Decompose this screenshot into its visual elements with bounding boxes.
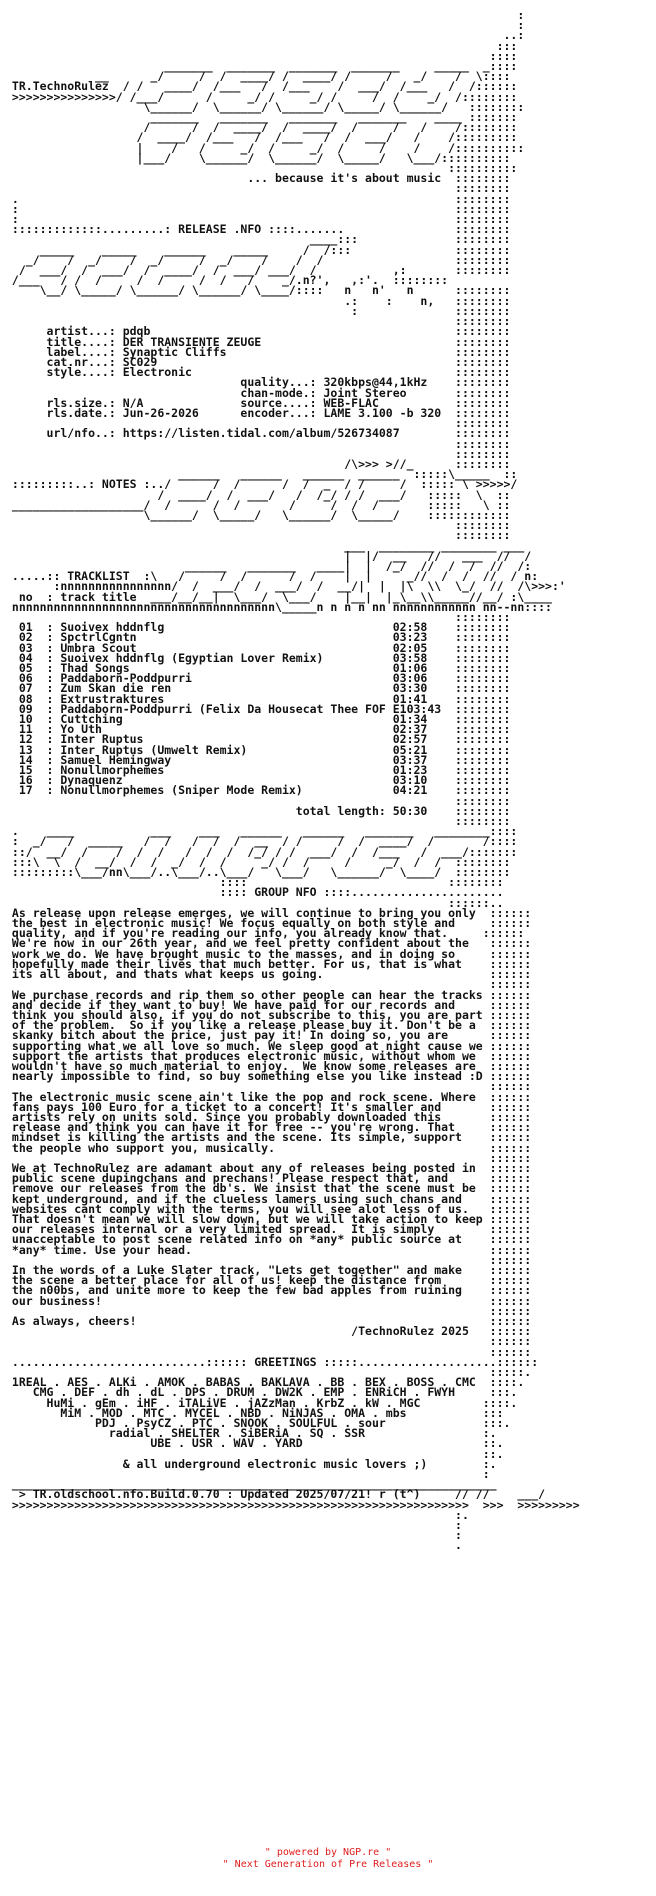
nfo-line: :::::::: [5,416,511,431]
nfo-line: unacceptable to post scene related info on *any* public source at :::::: [5,1232,532,1247]
nfo-line: style....: Electronic :::::::: [5,365,511,380]
nfo-line: 13 : Inter Ruptus (Umwelt Remix) 05:21 :::::::: [5,742,511,757]
nfo-line: UBE . USR . WAV . YARD ::. [5,1436,504,1451]
nfo-line: 08 : Extrustraktures 01:41 :::::::: [5,691,511,706]
nfo-line: TR.TechnoRulez / / ____/ /___ / /___ / ___/ /___ / /:::::: [5,79,518,94]
nfo-line: and decide if they want to buy! We have paid for our records and :::::: [5,997,532,1012]
nfo-line: :::::::::\___/nn\___/..\___/..\___/ \___/ \______/ \____/ :::::::: [5,865,511,880]
nfo-line: :::::::::::::.........: RELEASE .NFO ::::....... :::::::: [5,222,511,237]
nfo-line: :nnnnnnnnnnnnnnnn/ / ___/ / ___/ / __/| | |\ \\ \_/ // /\>>>:' [5,579,566,594]
nfo-line: >>>>>>>>>>>>>>>/ /___/ / _/ / _/ / / / _/ /:::::::: [5,89,518,104]
footer [0,1847,656,1871]
nfo-line: . [5,1538,462,1553]
nfo-line: ............................:::::: GREETINGS :::::....................:::::: [5,1354,539,1369]
nfo-line: ______ _______ ____| | /_/ // / / // /: [5,558,532,573]
nfo-line: 10 : Cuttching 01:34 :::::::: [5,712,511,727]
nfo-line: /___ / / / / / / / / _/.n?', ,:'. :::::::: [5,273,449,288]
nfo-line: :::::: [5,1334,532,1349]
nfo-line: think you should also, if you do not subscribe to this, you are part :::::: [5,1007,532,1022]
nfo-line: ::. [5,1446,504,1461]
nfo-line: :::::::: [5,609,511,624]
nfo-line: /TechnoRulez 2025 :::::: [5,1324,532,1339]
nfo-line: quality...: 320kbps@44,1kHz :::::::: [5,375,511,390]
nfo-line: work we do. We have brought music to the masses, and in doing so :::::: [5,946,532,961]
nfo-line: nearly impossible to find, so buy something else you like instead :D :::::: [5,1069,532,1084]
nfo-line: the best in electronic music! We focus equally on both style and :::::: [5,916,532,931]
nfo-line: PDJ . PsyCZ . PTC . SNOOK . SOULFUL . sour :::. [5,1416,511,1431]
nfo-line: \______/ \_____/ \______/ \_____/ :::::::::::: [5,507,511,522]
nfo-line: total length: 50:30 :::::::: [5,803,511,818]
nfo-line: MiM . MOD . MTC . MYCEL . NBD . NiNJAS . OMA . mbs ::: [5,1405,504,1420]
nfo-line: __ _/ / / ____/ / ____/ / / _/ / \:::: [5,69,511,84]
nfo-line: :::::: [5,1303,532,1318]
nfo-line: of the problem. So if you like a release please buy it. Don't be a :::::: [5,1018,532,1033]
nfo-line: chan-mode.: Joint Stereo :::::::: [5,385,511,400]
nfo-line: 04 : Suoivex hddnflg (Egyptian Lover Remix) 03:58 :::::::: [5,650,511,665]
nfo-line: :::::::: [5,518,511,533]
nfo-line: mindset is killing the artists and the scene. Its simple, support :::::: [5,1130,532,1145]
nfo-line: /\>>> >//_ :::::::: [5,456,511,471]
nfo-line: fans pays 100 Euro for a ticket to a concert! It's smaller and :::::: [5,1099,532,1114]
nfo-line: 16 : Dynaquenz 03:10 :::::::: [5,773,511,788]
nfo-line: _/ / _/ / _/ / _/ / / / :::::::: [5,252,511,267]
nfo-line: rls.size.: N/A source....: WEB-FLAC :::::::: [5,395,511,410]
nfo-line: : _/ / _____ / / / / / __ / / / / ____/ / /:::: [5,834,518,849]
nfo-line: 05 : Thad Songs 01:06 :::::::: [5,661,511,675]
nfo-line: . :::::::: [5,191,511,206]
powered-by-line: " powered by NGP.re " [264,1847,392,1858]
nfo-line: remove our releases from the db's. We insist that the scene must be :::::: [5,1181,532,1196]
nfo-line: 14 : Samuel Hemingway 03:37 :::::::: [5,752,511,767]
nfo-line: our releases internal or a very limited spread. It is simply :::::: [5,1222,532,1237]
nfo-line: : :::::::: [5,212,511,227]
nfo-line: ____::: :::::::: [5,232,511,247]
nfo-line: That doesn't mean we will slow down, but we will take action to keep :::::: [5,1211,532,1226]
nfo-line: :. [5,1507,469,1522]
nfo-line: We at TechnoRulez are adamant about any of releases being posted in :::::: [5,1160,532,1175]
nfo-line: : [5,1528,462,1543]
nfo-line: quality, and if you're reading our info, you already know that. :::::: [5,926,525,941]
nfo-line: :::::: [5,977,532,992]
nfo-line: websites cant comply with the terms, you will see alot less of us. :::::: [5,1201,532,1216]
nfo-line: & all underground electronic music lovers ;) :. [5,1456,497,1471]
nfo-line: 02 : SpctrlCgntn 03:23 :::::::: [5,630,511,645]
nfo-line: : [5,18,525,33]
nfo-line: 1REAL . AES . ALKi . AMOK . BABAS . BAKLAVA . BB . BEX . BOSS . CMC ::::. [5,1375,525,1390]
nfo-line: : [5,1467,490,1482]
nfo-line: We purchase records and rip them so other people can hear the tracks :::::: [5,987,532,1002]
nfo-line: title....: DER TRANSIENTE ZEUGE :::::::: [5,334,511,349]
nfo-line: kept underground, and if the clueless lamers using such chans and :::::: [5,1191,532,1206]
nfo-line: As release upon release emerges, we will continue to bring you only :::::: [5,905,532,920]
nfo-line: / ___/ / ___/ / ____/ / ___/ ___/ / ,: :::::::: [5,263,511,278]
nfo-text [5,10,580,1551]
nfo-line: : :::::::: [5,303,511,318]
nfo-line: 12 : Inter Ruptus 02:57 :::::::: [5,732,511,747]
nfo-line: :::::: [5,1252,532,1267]
nfo-line: hopefully made their lives that much better. For us, that is what :::::: [5,956,532,971]
nfo-line: support the artists that produces electronic music, without whom we :::::: [5,1048,532,1063]
nfo-line: the n00bs, and unite more to keep the few bad apples from ruining :::::: [5,1283,532,1298]
nfo-line: the scene a better place for all of us! keep the distance from :::::: [5,1273,532,1288]
nfo-line: : [5,1518,462,1533]
nfo-line: *any* time. Use your head. :::::: [5,1242,532,1257]
nfo-line: :::\ \ / __/ / / _/ / / _/ / / / _/ / / :::::::: [5,854,511,869]
nfo-line: :::::::: [5,814,511,829]
nfo-line: :::::::: [5,793,511,808]
nfo-line: :::::. [5,1365,532,1380]
nfo-line: The electronic music scene ain't like the pop and rock scene. Where :::::: [5,1089,532,1104]
nfo-line: cat.nr...: SC029 :::::::: [5,354,511,369]
nfo-line: In the words of a Luke Slater track, "Lets get together" and make :::::: [5,1262,532,1277]
nfo-line: _______ _______ _______ _______ _____ _:::: [5,59,518,74]
nfo-line: public scene dupingchans and prechans! Please respect that, and :::::: [5,1171,532,1186]
nfo-line: release and think you can have it for free -- you're wrong. That :::::: [5,1120,532,1135]
nfo-line: :::::::::..: NOTES :../ / / / / _ / / / ::::: \ >>>>>/ [5,477,518,492]
nfo-line: 03 : Umbra Scout 02:05 :::::::: [5,640,511,655]
nfo-line: \__/ \_____/ \______/ \______/ \____/:::: n n' n :::::::: [5,283,511,298]
nfo-line: the people who support you, musically. :::::: [5,1140,532,1155]
nfo-line: skanky bitch about the price, just pay it! In doing so, you are :::::: [5,1028,532,1043]
nfo-line: / / / ____/ / ____/ / / / /:::::::: [5,120,518,135]
nfo-line: :::: [5,48,518,63]
nfo-line: :::::: [5,1150,532,1165]
nfo-line: its all about, and thats what keeps us going. :::::: [5,967,532,982]
nfo-line: 15 : Nonullmorphemes 01:23 :::::::: [5,763,511,778]
nfo-line: \______/ \______/ \______/ \_____/ \______/ :::::::: [5,99,525,114]
nfo-line: We're now in our 26th year, and we feel pretty confident about the :::::: [5,936,532,951]
nfo-line[interactable]: url/nfo..: https://listen.tidal.com/album/526734087 :::::::: [5,426,511,441]
nfo-line: |___/ \______/ \______/ \_____/ \___/:::::::::: [5,150,511,165]
nfo-line: :::::: [5,1344,532,1359]
nfo-line: ::/ __/ / / / / / / / /_/ / / ___/ / /___ / ___/::::::: [5,844,518,859]
nfo-line: ______________________________________________________________________ [5,1477,497,1492]
nfo-line: 09 : Paddaborn-Poddpurri (Felix Da Housecat Thee FOF E103:43 :::::::: [5,701,511,716]
nfo-line: ... because it's about music :::::::: [5,171,511,186]
nfo-line: :::: :::::::: [5,875,504,890]
nfo-line: no : track title ___/__/__| \___/ \___/ |__| |_\__\\_____//__/ :\____ [5,589,552,604]
nfo-line: . ____ ___ ___ ______ ______ _______ ________:::: [5,824,518,839]
nfo-line: ::: [5,38,518,53]
nfo-line: >>>>>>>>>>>>>>>>>>>>>>>>>>>>>>>>>>>>>>>>>>>>>>>>>>>>>>>>>>>>>>>>>> >>> >>>>>>>>> [5,1497,580,1512]
nfo-line: :::::::: [5,436,511,451]
nfo-line: wouldn't have so much material to enjoy. We know some releases are :::::: [5,1058,532,1073]
nfo-line: :::::::: [5,181,511,196]
nfo-line: / ____/ / ___/ / /_/ / / ___/ ::::: \ :: [5,487,511,502]
nfo-line: 17 : Nonullmorphemes (Sniper Mode Remix) 04:21 :::::::: [5,783,511,798]
nfo-line: label....: Synaptic Cliffs :::::::: [5,344,511,359]
nfo-line: HuMi . gEm . iHF . iTALiVE . jAZzMan . KrbZ . kW . MGC ::::. [5,1395,518,1410]
nfo-line: As always, cheers! :::::: [5,1314,532,1328]
nfo-line: rls.date.: Jun-26-2026 encoder...: LAME 3.100 -b 320 :::::::: [5,405,511,420]
nfo-line: :::::::: [5,314,511,329]
nfo-line: 01 : Suoivex hddnflg 02:58 :::::::: [5,620,511,635]
nfo-line: CMG . DEF . dh . dL . DPS . DRUM . DW2K . EMP . ENRiCH . FWYH :::. [5,1385,518,1400]
nfo-line: :::::::: [5,528,511,543]
nfo-line: artists rely on units sold. Since you probably downloaded this :::::: [5,1109,532,1124]
nfo-line: nnnnnnnnnnnnnnnnnnnnnnnnnnnnnnnnnnnnnn\_____n n n n nn nnnnnnnnnnnn nn--nn:::: [5,599,552,614]
nfo-line: ___ ________ ________ ___ [5,538,525,553]
nfo-line: | / / _/ / _/ / / / /:::::::::: [5,140,525,155]
nfo-line: .....:: TRACKLIST :\ / / / / / | | _// / / // / n: [5,569,539,584]
nfo-line: 11 : Yo Uth 02:37 :::::::: [5,722,511,737]
nfo-line: _____ _____ ______ _____ / /::: :::::::: [5,242,511,257]
nfo-line: radial . SHELTER . SiBERiA . SQ . SSR :. [5,1426,497,1441]
nfo-line: : [5,8,525,22]
nfo-line: .: : n, :::::::: [5,293,511,308]
nfo-line: ___________________/ / / / / / / / ::::: \ :: [5,497,511,512]
nfo-line: > TR.oldschool.nfo.Build.0.70 : Updated 2025/07/21! r (t^) // // ___/ [5,1487,546,1502]
nfo-line: _______ _______ _______ _______ ____ ::::::: [5,110,518,125]
ngp-tagline: " Next Generation of Pre Releases " [222,1859,434,1870]
nfo-line: : :::::::: [5,201,511,216]
nfo-line: | |/ __ // ___ // / [5,548,532,563]
nfo-line: / ____/ /___ / /___ / / ___/ / /::::::::: [5,130,518,145]
nfo-line: :::::::: [5,446,511,461]
nfo-line: 07 : Zum Skan die ren 03:30 :::::::: [5,681,511,696]
nfo-line: 06 : Paddaborn-Poddpurri 03:06 :::::::: [5,671,511,686]
nfo-line: ::::::.. [5,895,504,910]
nfo-line: :::::::::: [5,161,518,176]
nfo-line: :::::: [5,1079,532,1094]
nfo-line: :::: GROUP NFO ::::...................... [5,885,504,900]
nfo-line: artist...: pdqb :::::::: [5,324,511,339]
nfo-line: ______ ______ ______ ______ :::::\_____ :: [5,467,518,482]
nfo-line: our business! :::::: [5,1293,532,1308]
nfo-line: ..: [5,28,525,43]
nfo-line: supporting what we all love so much. We sleep good at night cause we :::::: [5,1038,532,1053]
